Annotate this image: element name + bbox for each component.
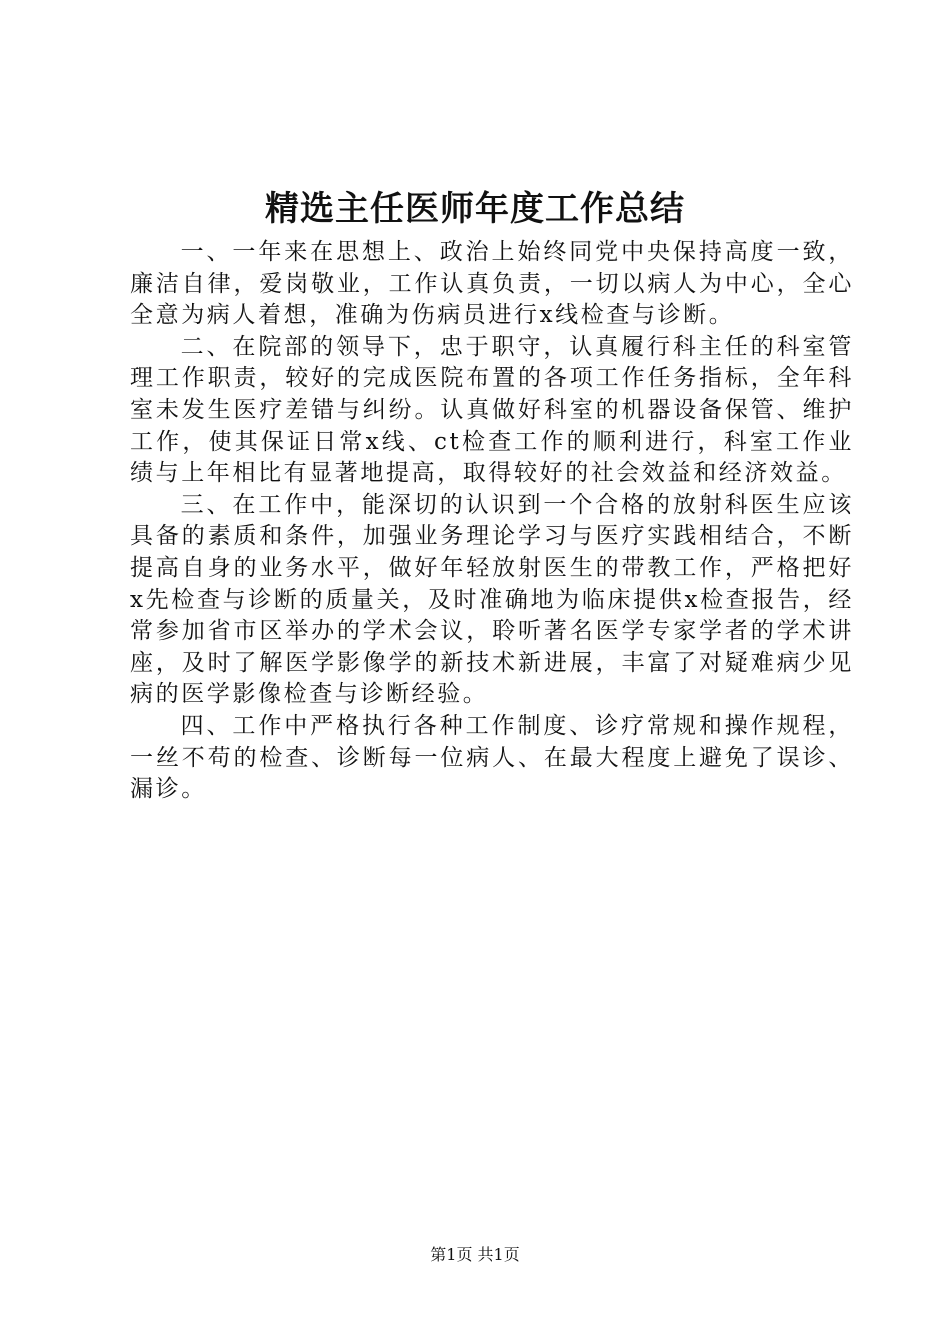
paragraph-2: 二、在院部的领导下，忠于职守，认真履行科主任的科室管理工作职责，较好的完成医院布置的各项工作任务指标，全年科室未发生医疗差错与纠纷。认真做好科室的机器设备保管、维护工作，使其保证日常x线、ct检查工作的顺利进行，科室工作业绩与上年相比有显著地提高，取得较好的社会效益和经济效益。 — [130, 333, 854, 487]
page-footer: 第1页 共1页 — [430, 1245, 520, 1264]
document-title: 精选主任医师年度工作总结 — [265, 189, 685, 229]
document-body — [130, 237, 854, 806]
paragraph-3: 三、在工作中，能深切的认识到一个合格的放射科医生应该具备的素质和条件，加强业务理论学习与医疗实践相结合，不断提高自身的业务水平，做好年轻放射医生的带教工作，严格把好x先检查与诊断的质量关，及时准确地为临床提供x检查报告，经常参加省市区举办的学术会议，聆听著名医学专家学者的学术讲座，及时了解医学影像学的新技术新进展，丰富了对疑难病少见病的医学影像检查与诊断经验。 — [130, 491, 854, 708]
paragraph-4: 四、工作中严格执行各种工作制度、诊疗常规和操作规程，一丝不苟的检查、诊断每一位病人、在最大程度上避免了误诊、漏诊。 — [130, 712, 854, 803]
paragraph-1: 一、一年来在思想上、政治上始终同党中央保持高度一致，廉洁自律，爱岗敬业，工作认真负责，一切以病人为中心，全心全意为病人着想，准确为伤病员进行x线检查与诊断。 — [130, 239, 854, 329]
